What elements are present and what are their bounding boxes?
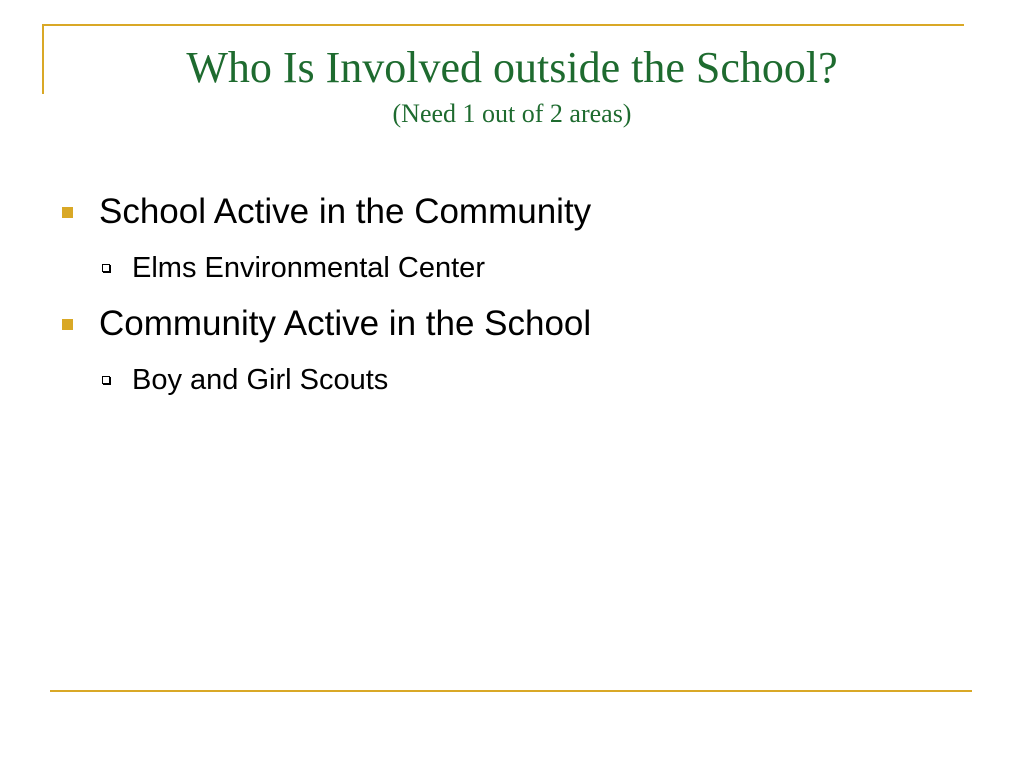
sub-bullet-label: Elms Environmental Center — [132, 251, 485, 284]
bullet-label: School Active in the Community — [99, 192, 592, 231]
slide-subtitle: (Need 1 out of 2 areas) — [392, 99, 632, 128]
sub-bullet-label: Boy and Girl Scouts — [132, 363, 389, 396]
title-block — [44, 42, 980, 130]
bullet-list — [62, 186, 962, 410]
sub-bullet-item — [62, 238, 962, 298]
square-bullet-icon — [62, 207, 73, 218]
slide-title: Who Is Involved outside the School? — [186, 43, 838, 92]
bullet-item — [62, 298, 962, 350]
sub-bullet-item — [62, 350, 962, 410]
frame-top-line — [42, 24, 964, 26]
bullet-label: Community Active in the School — [99, 304, 592, 343]
frame-bottom-line — [50, 690, 972, 692]
hollow-square-bullet-icon — [102, 376, 110, 384]
bullet-item — [62, 186, 962, 238]
square-bullet-icon — [62, 319, 73, 330]
hollow-square-bullet-icon — [102, 264, 110, 272]
